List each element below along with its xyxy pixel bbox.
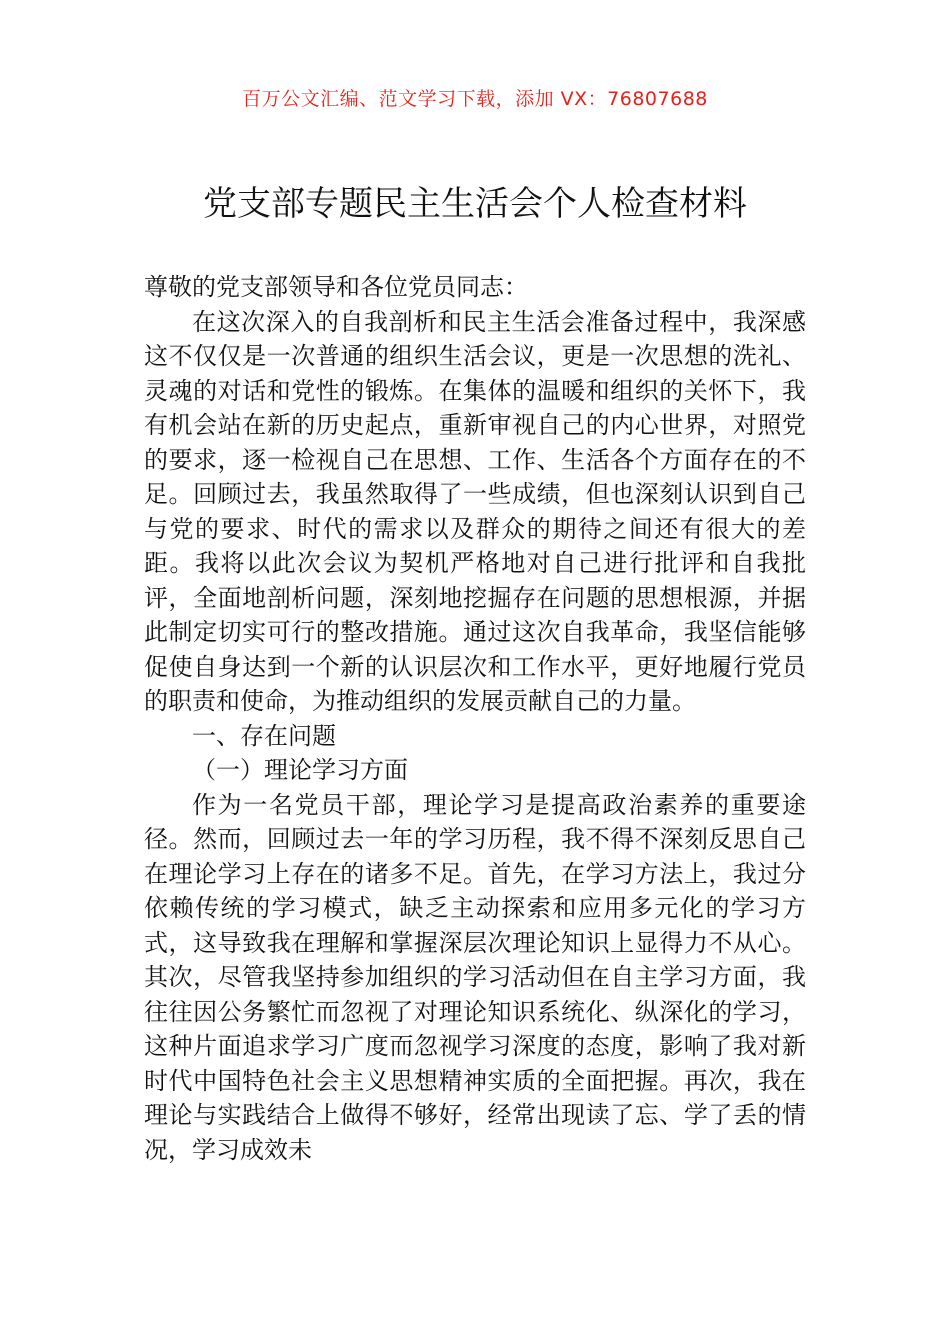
document-body [144, 270, 806, 1167]
subsection-paragraph: 作为一名党员干部，理论学习是提高政治素养的重要途径。然而，回顾过去一年的学习历程，我不得不深刻反思自己在理论学习上存在的诸多不足。首先，在学习方法上，我过分依赖传统的学习模式，缺乏主动探索和应用多元化的学习方式，这导致我在理解和掌握深层次理论知识上显得力不从心。其次，尽管我坚持参加组织的学习活动但在自主学习方面，我往往因公务繁忙而忽视了对理论知识系统化、纵深化的学习，这种片面追求学习广度而忽视学习深度的态度，影响了我对新时代中国特色社会主义思想精神实质的全面把握。再次，我在理论与实践结合上做得不够好，经常出现读了忘、学了丢的情况，学习成效未 [144, 790, 806, 1164]
section-heading: 一、存在问题 [192, 721, 336, 750]
subsection-heading: （一）理论学习方面 [192, 756, 408, 784]
header-note: 百万公文汇编、范文学习下载，添加 VX：76807688 [242, 88, 708, 110]
document-title: 党支部专题民主生活会个人检查材料 [203, 184, 747, 224]
intro-paragraph: 在这次深入的自我剖析和民主生活会准备过程中，我深感这不仅仅是一次普通的组织生活会议，更是一次思想的洗礼、灵魂的对话和党性的锻炼。在集体的温暖和组织的关怀下，我有机会站在新的历史起点，重新审视自己的内心世界，对照党的要求，逐一检视自己在思想、工作、生活各个方面存在的不足。回顾过去，我虽然取得了一些成绩，但也深刻认识到自己与党的要求、时代的需求以及群众的期待之间还有很大的差距。我将以此次会议为契机严格地对自己进行批评和自我批评，全面地剖析问题，深刻地挖掘存在问题的思想根源，并据此制定切实可行的整改措施。通过这次自我革命，我坚信能够促使自身达到一个新的认识层次和工作水平，更好地履行党员的职责和使命，为推动组织的发展贡献自己的力量。 [144, 307, 806, 715]
salutation: 尊敬的党支部领导和各位党员同志： [144, 273, 528, 301]
